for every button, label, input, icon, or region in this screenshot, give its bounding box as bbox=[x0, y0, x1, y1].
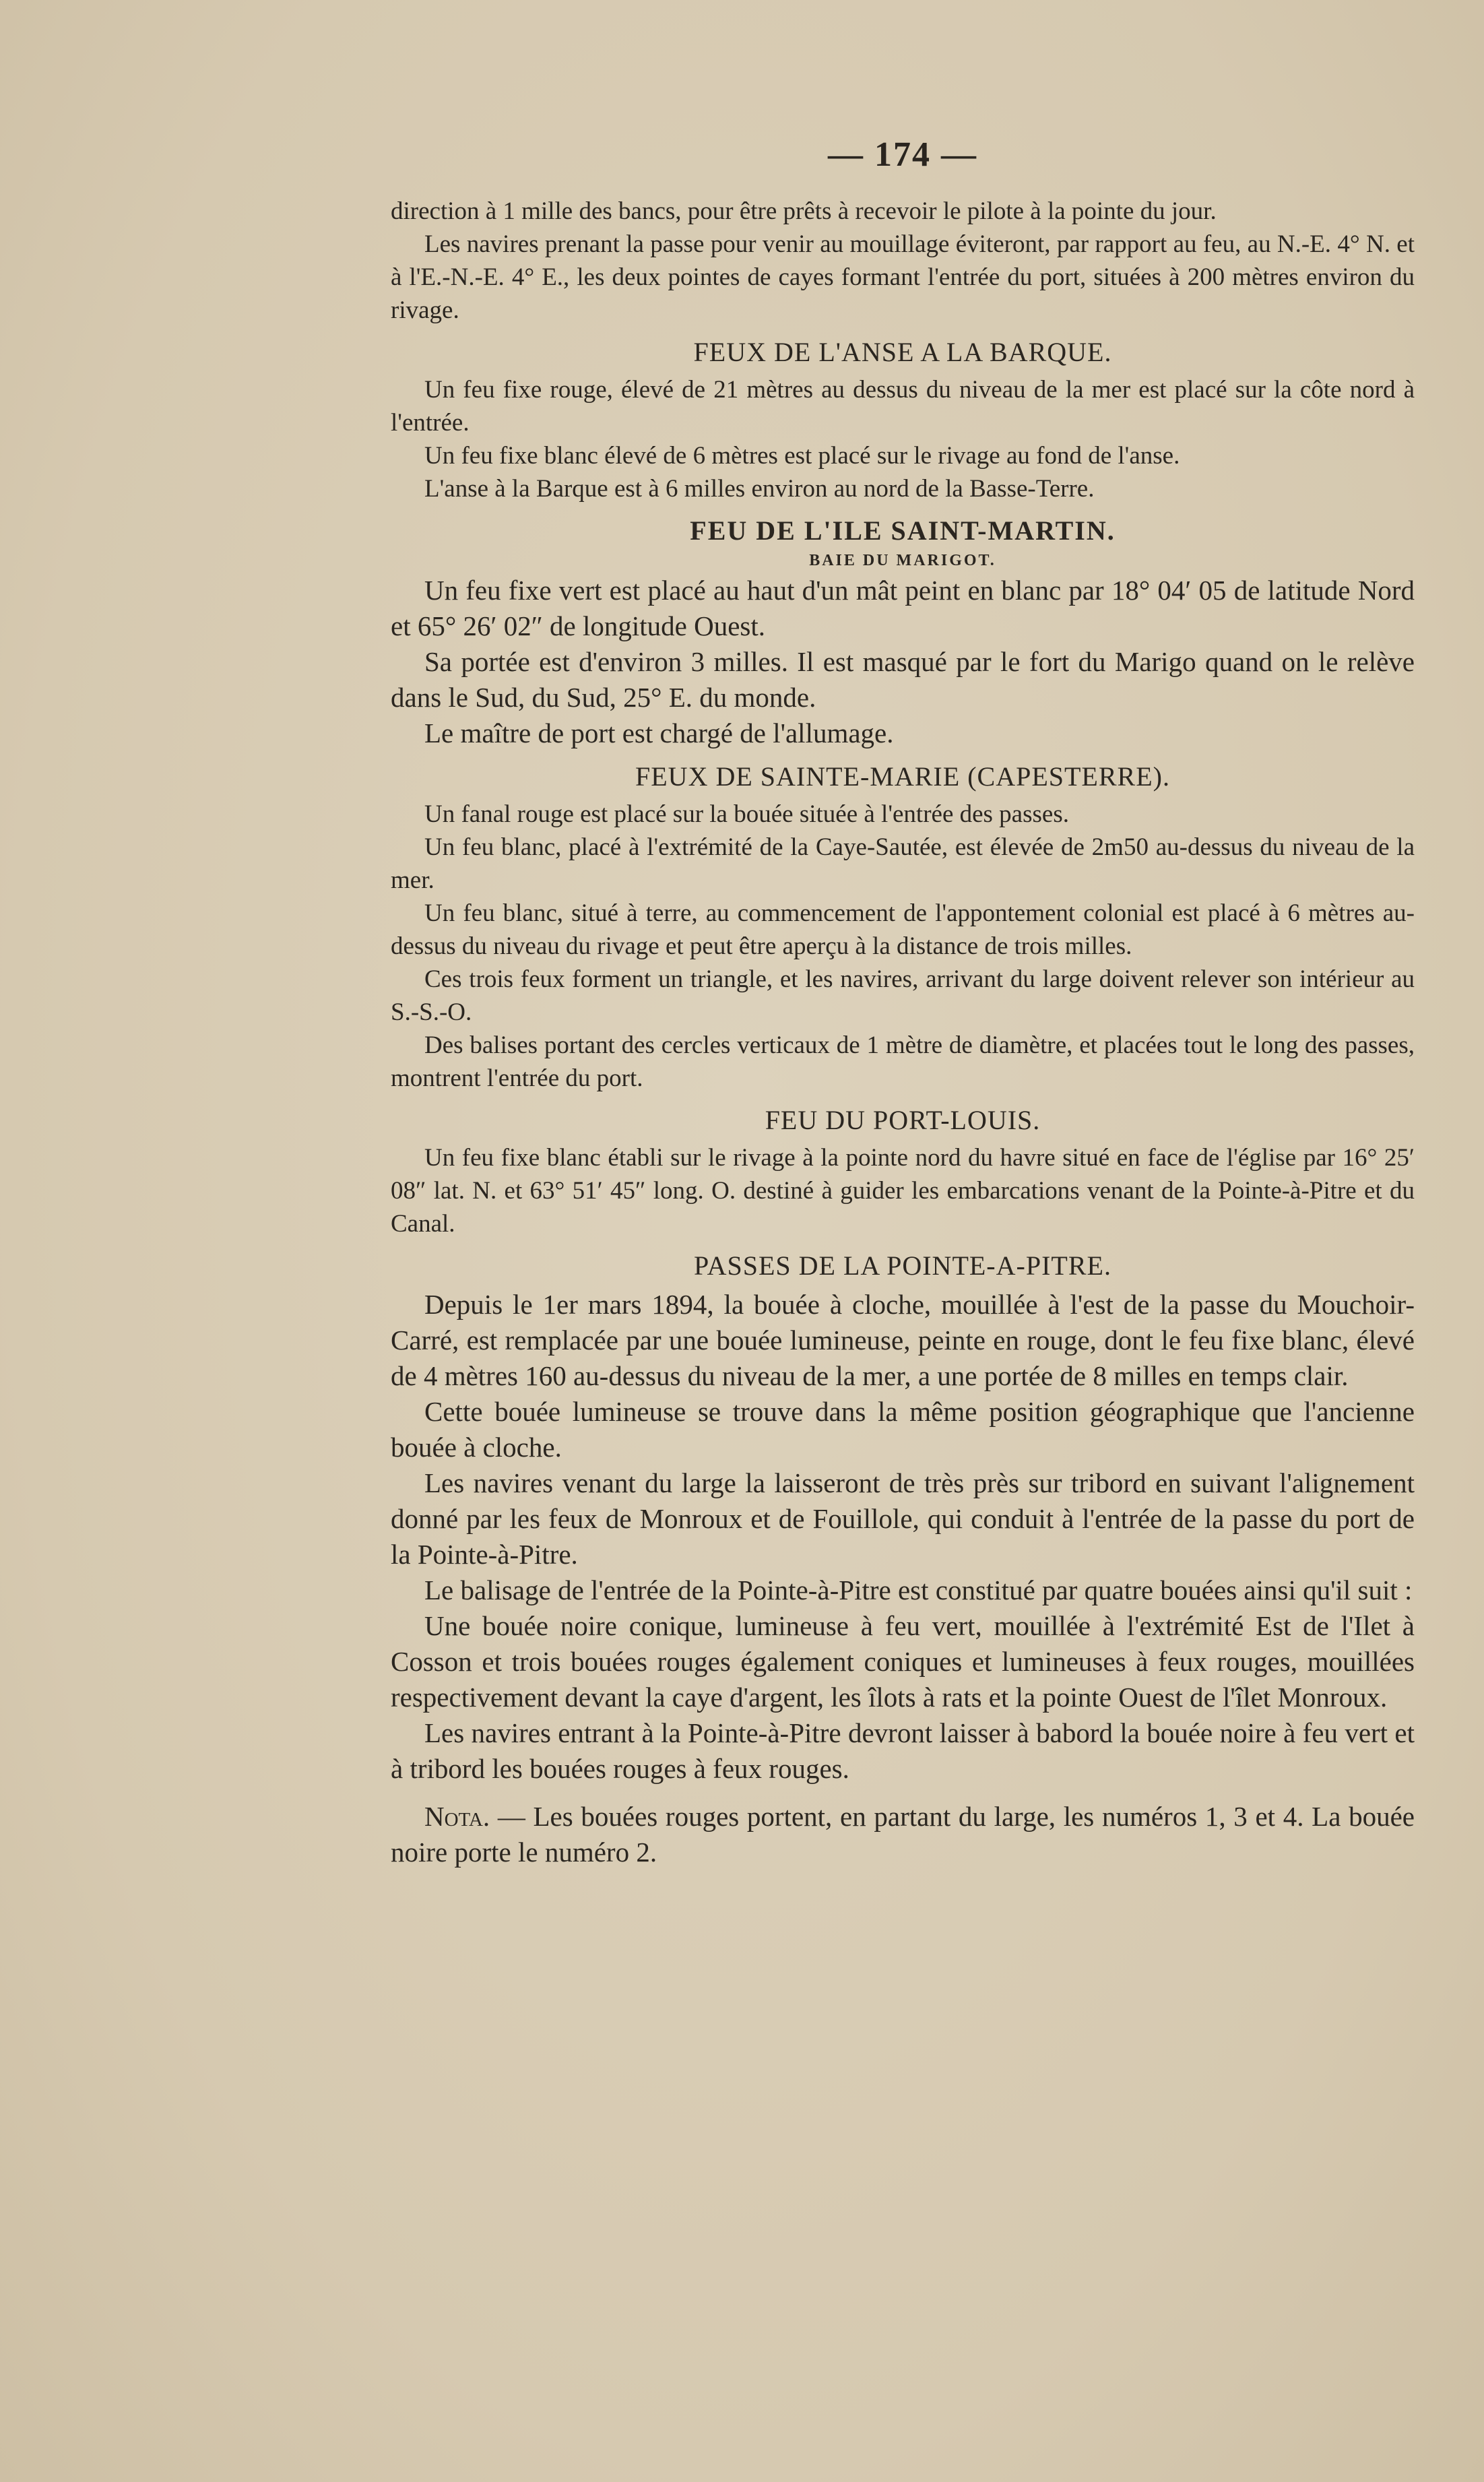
section-title-pointe-a-pitre: PASSES DE LA POINTE-A-PITRE. bbox=[694, 1250, 1111, 1281]
nota-paragraph bbox=[391, 1799, 1415, 1870]
section-paragraph: Depuis le 1er mars 1894, la bouée à cloche, mouillée à l'est de la passe du Mouchoir-Carré, est remplacée par une bouée lumineuse, peinte en rouge, dont le feu fixe blanc, élevé de 4 mètres 160 au-dessus du niveau de la mer, a une portée de 8 milles en temps clair. bbox=[391, 1289, 1415, 1391]
section-subtitle-baie-du-marigot: BAIE DU MARIGOT. bbox=[809, 552, 996, 569]
section-title-port-louis: FEU DU PORT-LOUIS. bbox=[765, 1105, 1041, 1135]
section-paragraph: Une bouée noire conique, lumineuse à feu vert, mouillée à l'extrémité Est de l'Ilet à Cosson et trois bouées rouges également coniques et lumineuses à feux rouges, mouillées respectivement devant la caye d'argent, les îlots à rats et la pointe Ouest de l'îlet Monroux. bbox=[391, 1610, 1415, 1713]
section-paragraph: L'anse à la Barque est à 6 milles environ au nord de la Basse-Terre. bbox=[424, 475, 1095, 503]
section-paragraph: Un fanal rouge est placé sur la bouée située à l'entrée des passes. bbox=[424, 800, 1069, 828]
page-number: — 174 — bbox=[828, 135, 977, 174]
nota-label: Nota. bbox=[424, 1801, 490, 1832]
section-title-sainte-marie: FEUX DE SAINTE-MARIE (CAPESTERRE). bbox=[635, 761, 1170, 792]
section-paragraph: Un feu fixe vert est placé au haut d'un mât peint en blanc par 18° 04′ 05 de latitude Nord et 65° 26′ 02″ de longitude Ouest. bbox=[391, 575, 1415, 641]
spacer bbox=[391, 1787, 1415, 1799]
section-paragraph: Ces trois feux forment un triangle, et les navires, arrivant du large doivent relever son intérieur au S.-S.-O. bbox=[391, 965, 1415, 1026]
section-paragraph: Sa portée est d'environ 3 milles. Il est masqué par le fort du Marigo quand on le relève dans le Sud, du Sud, 25° E. du monde. bbox=[391, 646, 1415, 713]
section-paragraph: Le maître de port est chargé de l'allumage. bbox=[424, 718, 894, 749]
section-paragraph: Un feu fixe rouge, élevé de 21 mètres au dessus du niveau de la mer est placé sur la côte nord à l'entrée. bbox=[391, 376, 1415, 437]
intro-paragraph-2: Les navires prenant la passe pour venir au mouillage éviteront, par rapport au feu, au N.-E. 4° N. et à l'E.-N.-E. 4° E., les deux pointes de cayes formant l'entrée du port, situées à 200 mètres environ du rivage. bbox=[391, 230, 1415, 324]
section-paragraph: Un feu blanc, placé à l'extrémité de la Caye-Sautée, est élevée de 2m50 au-dessus du niveau de la mer. bbox=[391, 833, 1415, 894]
section-paragraph: Un feu fixe blanc établi sur le rivage à la pointe nord du havre situé en face de l'église par 16° 25′ 08″ lat. N. et 63° 51′ 45″ long. O. destiné à guider les embarcations venant de la Pointe-à-Pitre et du Canal. bbox=[391, 1144, 1415, 1238]
section-paragraph: Un feu blanc, situé à terre, au commencement de l'appontement colonial est placé à 6 mètres au-dessus du niveau du rivage et peut être aperçu à la distance de trois milles. bbox=[391, 899, 1415, 960]
section-paragraph: Des balises portant des cercles verticaux de 1 mètre de diamètre, et placées tout le long des passes, montrent l'entrée du port. bbox=[391, 1031, 1415, 1092]
page-content bbox=[391, 135, 1415, 1870]
section-title-ile-saint-martin: FEU DE L'ILE SAINT-MARTIN. bbox=[690, 515, 1116, 546]
section-title-anse-a-la-barque: FEUX DE L'ANSE A LA BARQUE. bbox=[693, 337, 1112, 367]
nota-text: — Les bouées rouges portent, en partant du large, les numéros 1, 3 et 4. La bouée noire porte le numéro 2. bbox=[391, 1801, 1415, 1868]
section-paragraph: Un feu fixe blanc élevé de 6 mètres est placé sur le rivage au fond de l'anse. bbox=[424, 442, 1180, 470]
intro-paragraph-1: direction à 1 mille des bancs, pour être prêts à recevoir le pilote à la pointe du jour. bbox=[391, 197, 1217, 225]
section-paragraph: Les navires entrant à la Pointe-à-Pitre devront laisser à babord la bouée noire à feu vert et à tribord les bouées rouges à feux rouges. bbox=[391, 1717, 1415, 1784]
section-paragraph: Les navires venant du large la laisseront de très près sur tribord en suivant l'alignement donné par les feux de Monroux et de Fouillole, qui conduit à l'entrée de la passe du port de la Pointe-à-Pitre. bbox=[391, 1467, 1415, 1570]
section-paragraph: Cette bouée lumineuse se trouve dans la même position géographique que l'ancienne bouée à cloche. bbox=[391, 1396, 1415, 1463]
section-paragraph: Le balisage de l'entrée de la Pointe-à-Pitre est constitué par quatre bouées ainsi qu'il suit : bbox=[424, 1574, 1413, 1605]
